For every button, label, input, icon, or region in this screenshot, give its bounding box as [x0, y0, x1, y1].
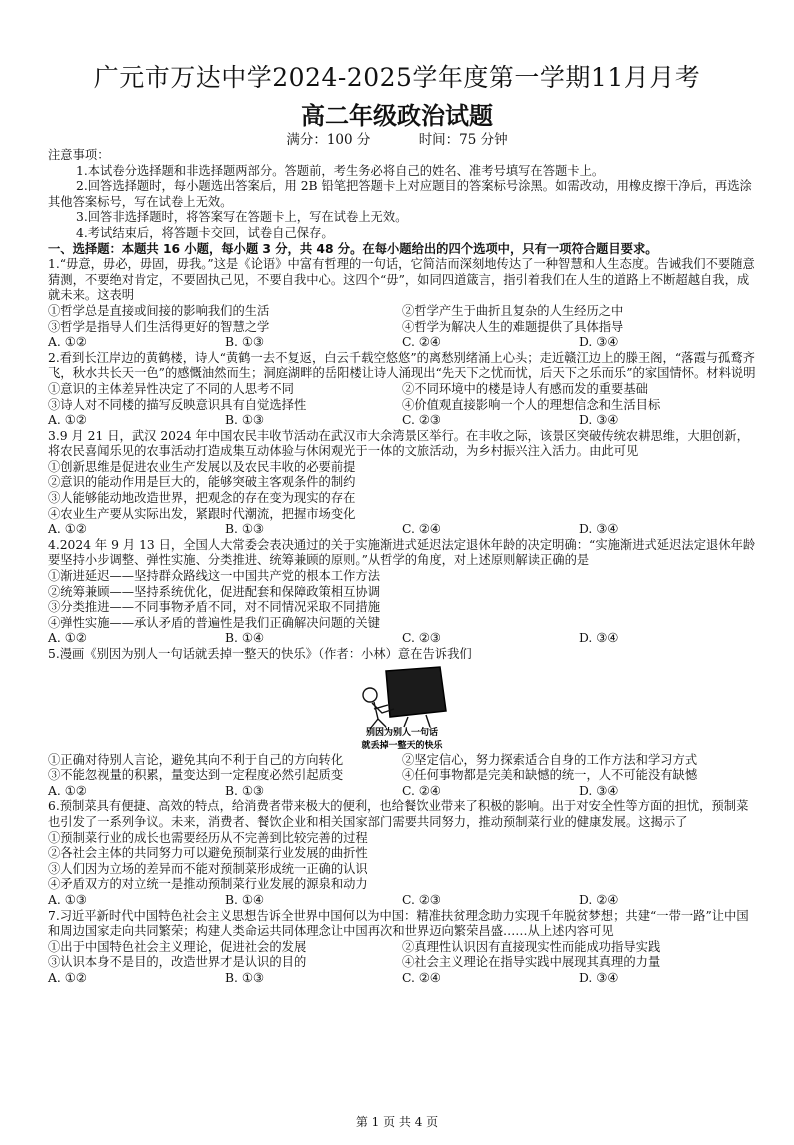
option: ④农业生产要从实际出发，紧跟时代潮流，把握市场变化: [48, 506, 356, 521]
answer-row: [48, 631, 756, 647]
answer-a: A. ①②: [48, 413, 87, 428]
answer-d: D. ③④: [579, 335, 619, 350]
answer-a: A. ①②: [48, 970, 87, 985]
answer-b: B. ①④: [225, 892, 264, 907]
answer-a: A. ①③: [48, 892, 87, 907]
option: ④任何事物都是完美和缺憾的统一，人不可能没有缺憾: [402, 768, 698, 783]
option: ③人能够能动地改造世界，把观念的存在变为现实的存在: [48, 491, 356, 506]
option: ③哲学是指导人们生活得更好的智慧之学: [48, 319, 270, 334]
time-text: 时间：75 分钟: [418, 132, 508, 148]
answer-a: A. ①②: [48, 335, 87, 350]
option: ②意识的能动作用是巨大的，能够突破主客观条件的制约: [48, 475, 356, 490]
option: ②各社会主体的共同努力可以避免预制菜行业发展的曲折性: [48, 846, 368, 861]
answer-a: A. ①②: [48, 522, 87, 537]
option-row: [48, 304, 756, 320]
option: ①哲学总是直接或间接的影响我们的生活: [48, 303, 270, 318]
answer-c: C. ②③: [402, 413, 441, 428]
answer-c: C. ②④: [402, 970, 441, 985]
question-stem: 5.漫画《别因为别人一句话就丢掉一整天的快乐》（作者：小林）意在告诉我们: [48, 647, 472, 661]
question-stem: 1.“毋意，毋必，毋固，毋我。”这是《论语》中富有哲理的一句话，它简洁而深刻地传达了一种智慧和人生态度。告诫我们不要随意猜测，不要绝对肯定，不要固执己见，不要自我中心。这四个“毋”，如同四道箴言，指引着我们在人生的道路上不断超越自我，成就未来。这表明: [48, 257, 755, 303]
option-row: [48, 398, 756, 414]
answer-c: C. ②④: [402, 522, 441, 537]
answer-b: B. ①③: [225, 783, 264, 798]
answer-b: B. ①④: [225, 631, 264, 646]
answer-c: C. ②④: [402, 783, 441, 798]
option-row: [48, 768, 756, 784]
option: ④弹性实施——承认矛盾的普遍性是我们正确解决问题的关键: [48, 615, 381, 630]
question-stem: 6.预制菜具有便捷、高效的特点，给消费者带来极大的便利，也给餐饮业带来了积极的影响。出于对安全性等方面的担忧，预制菜也引发了一系列争议。未来，消费者、餐饮企业和相关国家部门需要共同努力，推动预制菜行业的健康发展。这揭示了: [48, 799, 749, 829]
option: ②坚定信心，努力探索适合自身的工作方法和学习方式: [402, 752, 698, 767]
answer-c: C. ②④: [402, 335, 441, 350]
answer-a: A. ①②: [48, 783, 87, 798]
question-stem: 3.9 月 21 日，武汉 2024 年中国农民丰收节活动在武汉市大余湾景区举行。在丰收之际，该景区突破传统农耕思维，大胆创新，将农民喜闻乐见的农事活动打造成集互动体验与休闲观光于一体的文旅活动，为乡村振兴注入活力。由此可见: [48, 428, 749, 459]
answer-row: [48, 971, 756, 987]
option: ③诗人对不同楼的描写反映意识具有自觉选择性: [48, 397, 307, 412]
question-stem: 4.2024 年 9 月 13 日，全国人大常委会表决通过的关于实施渐进式延迟法定退休年龄的决定明确：“实施渐进式延迟法定退休年龄要坚持小步调整、弹性实施、分类推进、统筹兼顾的原则。”从哲学的角度，对上述原则解读正确的是: [48, 537, 756, 568]
exam-content: [48, 148, 756, 987]
option-row: [48, 753, 756, 769]
option: ②哲学产生于曲折且复杂的人生经历之中: [402, 303, 624, 318]
question-stem: 7.习近平新时代中国特色社会主义思想告诉全世界中国何以为中国：精准扶贫理念助力实现千年脱贫梦想；共建“一带一路”让中国和周边国家走向共同繁荣；构建人类命运共同体理念让中国再次和世界迈向繁荣昌盛……从上述内容可见: [48, 908, 749, 939]
option: ④矛盾双方的对立统一是推动预制菜行业发展的源泉和动力: [48, 877, 368, 892]
option: ①预制菜行业的成长也需要经历从不完善到比较完善的过程: [48, 830, 368, 845]
option: ①出于中国特色社会主义理论，促进社会的发展: [48, 939, 307, 954]
answer-b: B. ①③: [225, 413, 264, 428]
option: ①渐进延迟——坚持群众路线这一中国共产党的根本工作方法: [48, 569, 381, 584]
option: ②不同环境中的楼是诗人有感而发的重要基础: [402, 381, 648, 396]
exam-subtitle: 高二年级政治试题: [301, 102, 493, 130]
option: ②真理性认识因有直接现实性而能成功指导实践: [402, 939, 661, 954]
cartoon-image: [48, 663, 756, 753]
exam-title: 广元市万达中学2024-2025学年度第一学期11月月考: [93, 63, 701, 92]
page-footer: 第 1 页 共 4 页: [355, 1115, 439, 1129]
answer-b: B. ①③: [225, 335, 264, 350]
question-stem: 2.看到长江岸边的黄鹤楼，诗人“黄鹤一去不复返，白云千载空悠悠”的离愁别绪涌上心头；走近赣江边上的滕王阁，“落霞与孤鹜齐飞，秋水共长天一色”的感慨油然而生；洞庭湖畔的岳阳楼让诗人涌现出“先天下之忧而忧，后天下之乐而乐”的家国情怀。材料说明: [48, 350, 756, 381]
section-heading: 一、选择题：本题共 16 小题，每小题 3 分，共 48 分。在每小题给出的四个选项中，只有一项符合题目要求。: [48, 241, 658, 256]
notice-item: 2.回答选择题时，每小题选出答案后，用 2B 铅笔把答题卡上对应题目的答案标号涂黑。如需改动，用橡皮擦干净后，再选涂其他答案标号，写在试卷上无效。: [48, 179, 752, 209]
answer-d: D. ③④: [579, 522, 619, 537]
option: ①意识的主体差异性决定了不同的人思考不同: [48, 381, 294, 396]
answer-a: A. ①②: [48, 631, 87, 646]
option: ①正确对待别人言论，避免其向不利于自己的方向转化: [48, 752, 344, 767]
answer-b: B. ①③: [225, 970, 264, 985]
option: ③人们因为立场的差异而不能对预制菜形成统一正确的认识: [48, 861, 368, 876]
option-row: [48, 320, 756, 336]
option: ①创新思维是促进农业生产发展以及农民丰收的必要前提: [48, 459, 356, 474]
option: ④哲学为解决人生的难题提供了具体指导: [402, 319, 624, 334]
answer-row: [48, 335, 756, 351]
notice-heading: 注意事项：: [48, 148, 110, 162]
notice-item: 4.考试结束后，将答题卡交回，试卷自己保存。: [76, 225, 334, 240]
cartoon-drawing: [363, 667, 446, 729]
option: ③认识本身不是目的，改造世界才是认识的目的: [48, 955, 307, 970]
notice-item: 3.回答非选择题时，将答案写在答题卡上，写在试卷上无效。: [76, 210, 408, 225]
option: ④社会主义理论在指导实践中展现其真理的力量: [402, 955, 661, 970]
answer-b: B. ①③: [225, 522, 264, 537]
answer-row: [48, 413, 756, 429]
answer-c: C. ②③: [402, 631, 441, 646]
answer-row: [48, 522, 756, 538]
option: ④价值观直接影响一个人的理想信念和生活目标: [402, 397, 661, 412]
answer-d: D. ③④: [579, 783, 619, 798]
answer-d: D. ③④: [579, 413, 619, 428]
answer-c: C. ②③: [402, 892, 441, 907]
option-row: [48, 940, 756, 956]
exam-meta: [0, 128, 794, 148]
option: ③不能忽视量的积累，量变达到一定程度必然引起质变: [48, 768, 344, 783]
answer-d: D. ③④: [579, 631, 619, 646]
option: ③分类推进——不同事物矛盾不同，对不同情况采取不同措施: [48, 600, 381, 615]
cartoon-caption-1: 别因为别人一句话: [365, 727, 439, 738]
option: ②统筹兼顾——坚持系统优化，促进配套和保障政策相互协调: [48, 584, 381, 599]
answer-row: [48, 784, 756, 800]
notice-item: 1.本试卷分选择题和非选择题两部分。答题前，考生务必将自己的姓名、准考号填写在答题卡上。: [76, 163, 605, 178]
option-row: [48, 382, 756, 398]
cartoon-caption-2: 就丢掉一整天的快乐: [361, 740, 443, 751]
answer-row: [48, 893, 756, 909]
cartoon-figure: [48, 663, 756, 753]
answer-d: D. ③④: [579, 970, 619, 985]
answer-d: D. ②④: [579, 892, 619, 907]
option-row: [48, 955, 756, 971]
score-text: 满分：100 分: [286, 132, 371, 148]
